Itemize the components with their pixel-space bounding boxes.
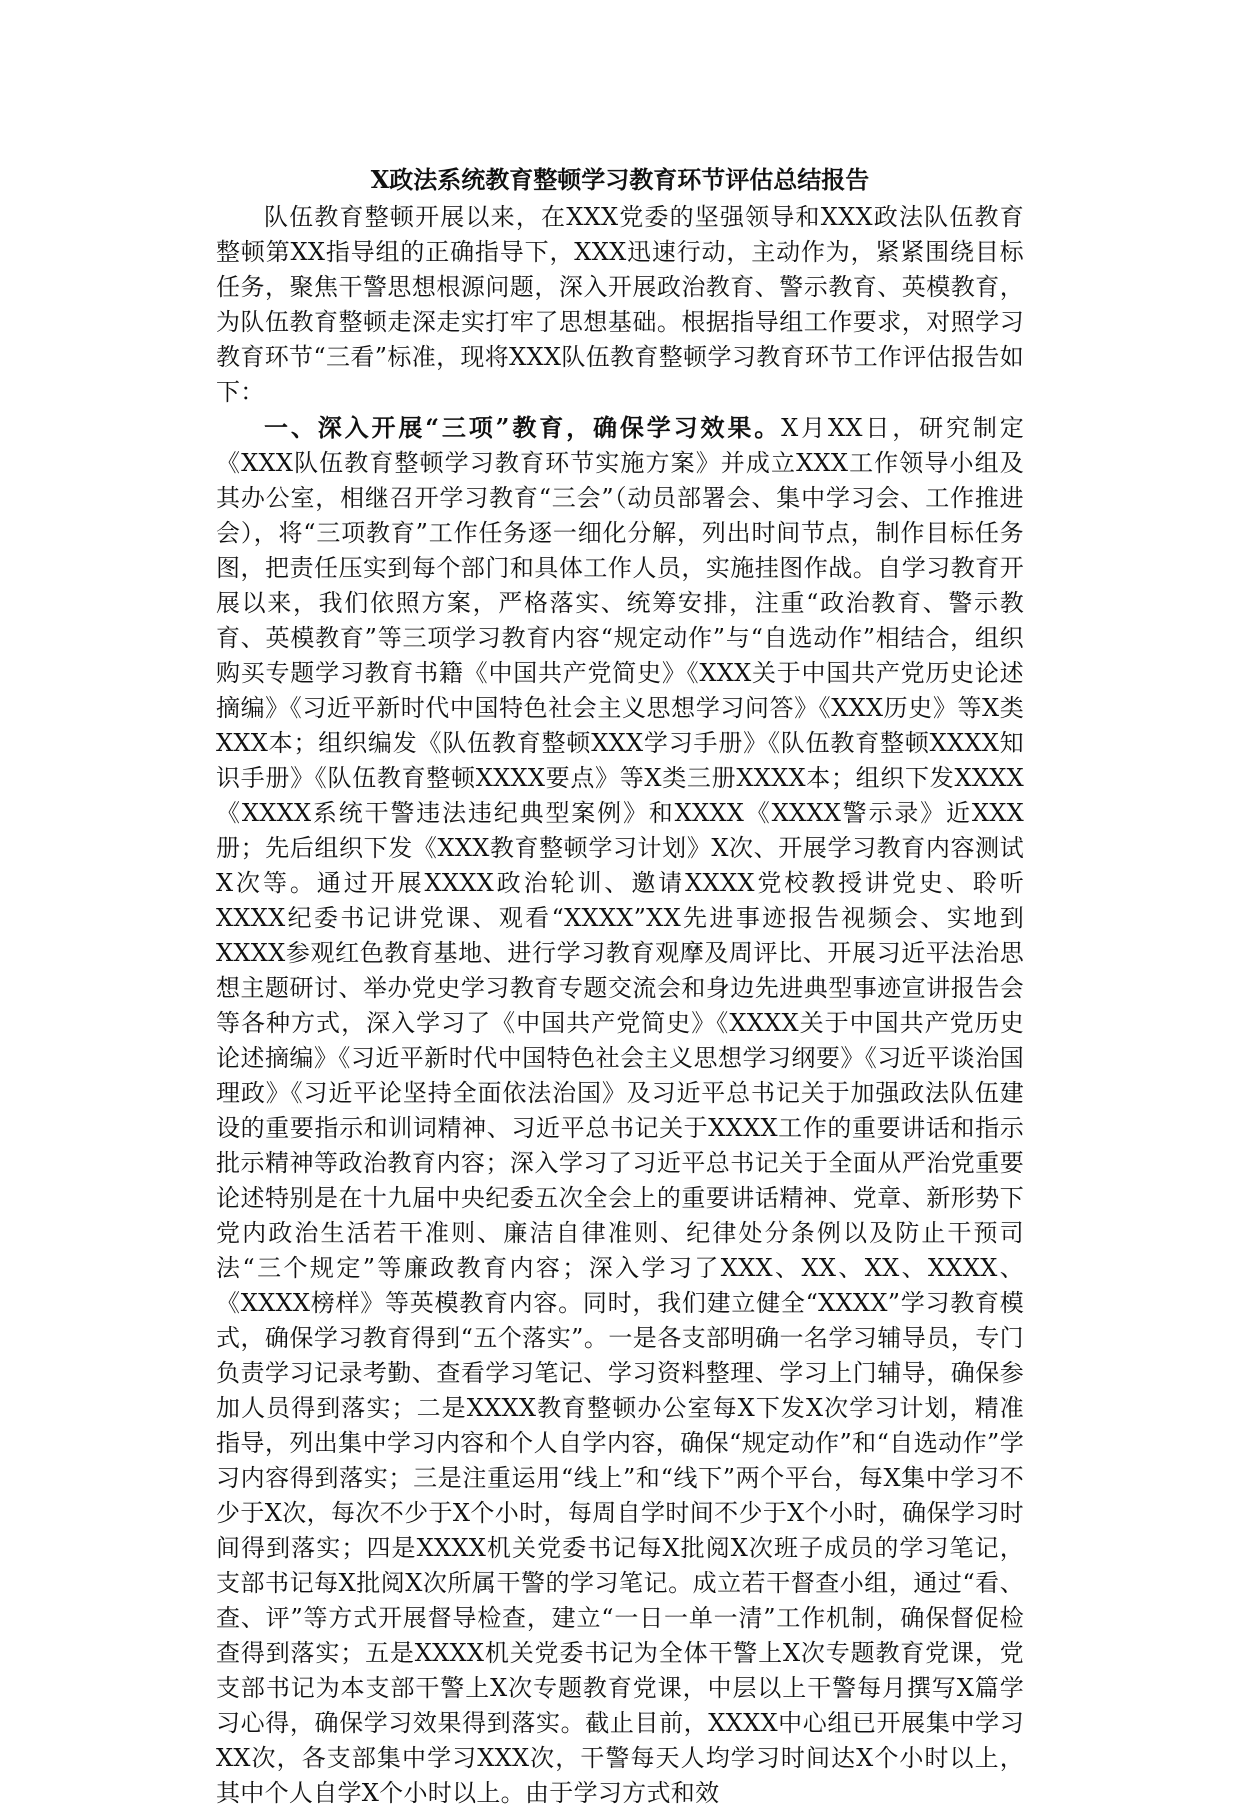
section-1-heading: 一、深入开展“三项”教育，确保学习效果。 (264, 413, 782, 442)
intro-paragraph: 队伍教育整顿开展以来，在XXX党委的坚强领导和XXX政法队伍教育整顿第XX指导组的正确指导下，XXX迅速行动，主动作为，紧紧围绕目标任务，聚焦干警思想根源问题，深入开展政治教育、警示教育、英模教育，为队伍教育整顿走深走实打牢了思想基础。根据指导组工作要求，对照学习教育环节“三看”标准，现将XXX队伍教育整顿学习教育环节工作评估报告如下： (216, 203, 1024, 406)
document-body (216, 160, 1024, 1811)
section-1-paragraph (216, 410, 1024, 1811)
section-1-body: X月XX日，研究制定《XXX队伍教育整顿学习教育环节实施方案》并成立XXX工作领导小组及其办公室，相继召开学习教育“三会”（动员部署会、集中学习会、工作推进会），将“三项教育”工作任务逐一细化分解，列出时间节点，制作目标任务图，把责任压实到每个部门和具体工作人员，实施挂图作战。自学习教育开展以来，我们依照方案，严格落实、统筹安排，注重“政治教育、警示教育、英模教育”等三项学习教育内容“规定动作”与“自选动作”相结合，组织购买专题学习教育书籍《中国共产党简史》《XXX关于中国共产党历史论述摘编》《习近平新时代中国特色社会主义思想学习问答》《XXX历史》等X类XXX本；组织编发《队伍教育整顿XXX学习手册》《队伍教育整顿XXXX知识手册》《队伍教育整顿XXXX要点》等X类三册XXXX本；组织下发XXXX《XXXX系统干警违法违纪典型案例》和XXXX《XXXX警示录》近XXX册；先后组织下发《XXX教育整顿学习计划》X次、开展学习教育内容测试X次等。通过开展XXXX政治轮训、邀请XXXX党校教授讲党史、聆听XXXX纪委书记讲党课、观看“XXXX”XX先进事迹报告视频会、实地到XXXX参观红色教育基地、进行学习教育观摩及周评比、开展习近平法治思想主题研讨、举办党史学习教育专题交流会和身边先进典型事迹宣讲报告会等各种方式，深入学习了《中国共产党简史》《XXXX关于中国共产党历史论述摘编》《习近平新时代中国特色社会主义思想学习纲要》《习近平谈治国理政》《习近平论坚持全面依法治国》及习近平总书记关于加强政法队伍建设的重要指示和训词精神、习近平总书记关于XXXX工作的重要讲话和指示批示精神等政治教育内容；深入学习了习近平总书记关于全面从严治党重要论述特别是在十九届中央纪委五次全会上的重要讲话精神、党章、新形势下党内政治生活若干准则、廉洁自律准则、纪律处分条例以及防止干预司法“三个规定”等廉政教育内容；深入学习了XXX、XX、XX、XXXX、《XXXX榜样》等英模教育内容。同时，我们建立健全“XXXX”学习教育模式，确保学习教育得到“五个落实”。一是各支部明确一名学习辅导员，专门负责学习记录考勤、查看学习笔记、学习资料整理、学习上门辅导，确保参加人员得到落实；二是XXXX教育整顿办公室每X下发X次学习计划，精准指导，列出集中学习内容和个人自学内容，确保“规定动作”和“自选动作”学习内容得到落实；三是注重运用“线上”和“线下”两个平台，每X集中学习不少于X次，每次不少于X个小时，每周自学时间不少于X个小时，确保学习时间得到落实；四是XXXX机关党委书记每X批阅X次班子成员的学习笔记，支部书记每X批阅X次所属干警的学习笔记。成立若干督查小组，通过“看、查、评”等方式开展督导检查，建立“一日一单一清”工作机制，确保督促检查得到落实；五是XXXX机关党委书记为全体干警上X次专题教育党课，党支部书记为本支部干警上X次专题教育党课，中层以上干警每月撰写X篇学习心得，确保学习效果得到落实。截止目前，XXXX中心组已开展集中学习XX次，各支部集中学习XXX次，干警每天人均学习时间达X个小时以上，其中个人自学X个小时以上。由于学习方式和效 (216, 414, 1025, 1807)
document-title: X政法系统教育整顿学习教育环节评估总结报告 (370, 165, 870, 194)
